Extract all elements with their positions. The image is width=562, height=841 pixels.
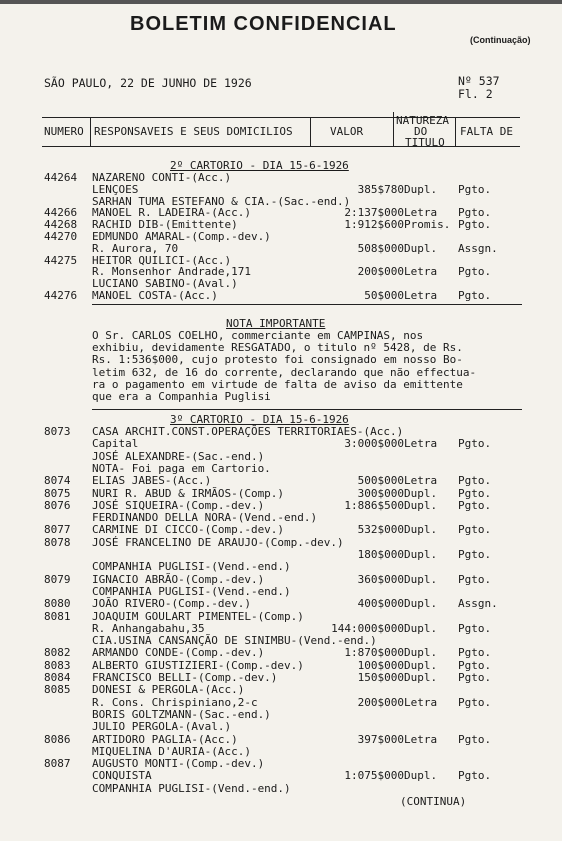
row-natureza: Letra: [404, 732, 438, 746]
table-row: [0, 746, 562, 758]
row-number: 8085: [44, 683, 71, 697]
table-row: [0, 709, 562, 721]
table-row: [0, 721, 562, 733]
table-row: [0, 647, 562, 659]
row-name: ALBERTO GIUSTIZIERI-(Comp.-dev.): [92, 658, 304, 672]
row-value: 508$000: [357, 241, 404, 255]
row-name: CONQUISTA: [92, 769, 152, 783]
row-natureza: Letra: [404, 289, 438, 302]
row-value: 360$000: [357, 572, 404, 586]
row-name: JOÃO RIVERO-(Comp.-dev.): [92, 597, 251, 611]
row-name: NAZARENO CONTI-(Acc.): [92, 171, 232, 184]
row-number: 8087: [44, 757, 71, 771]
row-name: FRANCISCO BELLI-(Comp.-dev.): [92, 671, 278, 684]
row-value: 1:912$600: [344, 218, 404, 232]
row-name: CIA.USINA CANSANÇÃO DE SINIMBU-(Vend.-end.): [92, 634, 377, 648]
row-name: CASA ARCHIT.CONST.OPERAÇÕES TERRITORIAES-(Acc.): [92, 425, 404, 438]
row-natureza: Dupl.: [404, 486, 438, 500]
table-row: [0, 266, 562, 278]
row-natureza: Dupl.: [404, 671, 438, 684]
row-number: 8077: [44, 523, 71, 537]
row-falta: Assgn.: [458, 597, 498, 611]
note-title: NOTA IMPORTANTE: [226, 317, 326, 330]
row-name: EDMUNDO AMARAL-(Comp.-dev.): [92, 230, 271, 243]
row-number: 8074: [44, 474, 71, 488]
row-value: 500$000: [357, 474, 404, 488]
row-number: 8081: [44, 609, 71, 623]
row-number: 8084: [44, 671, 71, 684]
row-falta: Pgto.: [458, 486, 492, 500]
bulletin-number: Nº 537: [458, 74, 500, 88]
row-value: 300$000: [357, 486, 404, 500]
row-value: 3:000$000: [344, 437, 404, 451]
row-falta: Assgn.: [458, 241, 498, 255]
row-name: IGNACIO ABRÃO-(Comp.-dev.): [92, 572, 265, 586]
row-natureza: Dupl.: [404, 498, 438, 512]
row-number: 8073: [44, 425, 71, 438]
row-number: 44275: [44, 253, 78, 267]
row-value: 200$000: [357, 265, 404, 279]
table-row: [0, 184, 562, 196]
row-value: 50$000: [364, 289, 404, 302]
row-natureza: Letra: [404, 474, 438, 488]
row-name: R. Aurora, 70: [92, 241, 179, 255]
table-row: [0, 561, 562, 573]
col-divider-4: [455, 117, 456, 147]
row-name: JOSÉ FRANCELINO DE ARAUJO-(Comp.-dev.): [92, 535, 344, 549]
row-value: 180$000: [357, 548, 404, 561]
row-name: MANOEL COSTA-(Acc.): [92, 289, 218, 302]
row-number: 44276: [44, 289, 78, 302]
row-natureza: Letra: [404, 695, 438, 709]
table-row: [0, 243, 562, 255]
row-natureza: Dupl.: [404, 658, 438, 672]
table-row: [0, 488, 562, 500]
row-falta: Pgto.: [458, 218, 492, 232]
row-value: 385$780: [357, 182, 404, 196]
col-header-natureza: NATUREZA: [396, 114, 449, 127]
row-natureza: Dupl.: [404, 597, 438, 611]
row-name: COMPANHIA PUGLISI-(Vend.-end.): [92, 584, 291, 598]
row-name: ARMANDO CONDE-(Comp.-dev.): [92, 646, 265, 660]
row-falta: Pgto.: [458, 658, 492, 672]
table-row: [0, 598, 562, 610]
row-name: HEITOR QUILICI-(Acc.): [92, 253, 232, 267]
col-header-falta: FALTA DE: [460, 125, 513, 138]
col-header-natureza-do: DO: [414, 125, 428, 138]
row-number: 8079: [44, 572, 71, 586]
row-natureza: Dupl.: [404, 621, 438, 635]
section2-title: 3º CARTORIO - DIA 15-6-1926: [170, 413, 349, 426]
row-name: R. Cons. Chrispiniano,2-c: [92, 695, 258, 709]
note-line: letim 632, de 16 do corrente, declarando que não effectua-: [92, 365, 477, 379]
row-number: 8082: [44, 646, 71, 660]
note-line: O Sr. CARLOS COELHO, commerciante em CAMPINAS, nos: [92, 329, 424, 342]
table-row: [0, 623, 562, 635]
row-natureza: Promis.: [404, 218, 451, 232]
row-name: LUCIANO SABINO-(Aval.): [92, 277, 238, 291]
row-falta: Pgto.: [458, 498, 492, 512]
table-row: [0, 438, 562, 450]
table-row: [0, 475, 562, 487]
row-falta: Pgto.: [458, 572, 492, 586]
col-header-numero: NUMERO: [44, 125, 84, 138]
row-name: JOSÉ SIQUEIRA-(Comp.-dev.): [92, 498, 265, 512]
table-row: [0, 500, 562, 512]
row-falta: Pgto.: [458, 621, 492, 635]
row-falta: Pgto.: [458, 265, 492, 279]
row-falta: Pgto.: [458, 289, 492, 302]
table-row: [0, 783, 562, 795]
table-row: [0, 672, 562, 684]
row-number: 8083: [44, 658, 71, 672]
row-name: AUGUSTO MONTI-(Comp.-dev.): [92, 757, 265, 771]
row-natureza: Dupl.: [404, 769, 438, 783]
row-name: CARMINE DI CICCO-(Comp.-dev.): [92, 523, 285, 537]
row-name: ARTIDORO PAGLIA-(Acc.): [92, 732, 238, 746]
row-natureza: Dupl.: [404, 241, 438, 255]
table-row: [0, 770, 562, 782]
row-falta: Pgto.: [458, 206, 492, 220]
table-row: [0, 697, 562, 709]
table-row: [0, 463, 562, 475]
table-row: [0, 574, 562, 586]
table-row: [0, 451, 562, 463]
row-name: RACHID DIB-(Emittente): [92, 218, 238, 232]
row-name: BORIS GOLTZMANN-(Sac.-end.): [92, 707, 271, 721]
row-name: JULIO PERGOLA-(Aval.): [92, 720, 232, 734]
row-falta: Pgto.: [458, 695, 492, 709]
row-name: MANOEL R. LADEIRA-(Acc.): [92, 206, 251, 220]
row-number: 8075: [44, 486, 71, 500]
header-bottom-rule: [42, 146, 520, 147]
row-name: COMPANHIA PUGLISI-(Vend.-end.): [92, 781, 291, 795]
row-number: 8080: [44, 597, 71, 611]
row-natureza: Letra: [404, 206, 438, 220]
table-row: [0, 426, 562, 438]
row-natureza: Letra: [404, 437, 438, 451]
row-value: 150$000: [357, 671, 404, 684]
row-falta: Pgto.: [458, 732, 492, 746]
row-name: NURI R. ABUD & IRMÃOS-(Comp.): [92, 486, 285, 500]
row-name: DONESI & PERGOLA-(Acc.): [92, 683, 245, 697]
section1-end-rule: [92, 304, 522, 305]
row-natureza: Dupl.: [404, 182, 438, 196]
document-title: BOLETIM CONFIDENCIAL: [130, 13, 397, 35]
row-number: 8086: [44, 732, 71, 746]
top-scan-edge: [0, 0, 562, 4]
section2-top-rule: [92, 409, 522, 410]
row-falta: Pgto.: [458, 437, 492, 451]
table-row: [0, 512, 562, 524]
row-falta: Pgto.: [458, 671, 492, 684]
row-natureza: Dupl.: [404, 646, 438, 660]
row-natureza: Letra: [404, 265, 438, 279]
col-header-valor: VALOR: [330, 125, 364, 138]
row-name: Capital: [92, 437, 139, 451]
row-value: 1:886$500: [344, 498, 404, 512]
row-number: 44266: [44, 206, 78, 220]
table-row: [0, 635, 562, 647]
note-line: Rs. 1:536$000, cujo protesto foi consignado em nosso Bo-: [92, 353, 463, 367]
row-natureza: Dupl.: [404, 548, 438, 561]
table-row: [0, 684, 562, 696]
row-name: JOSÉ ALEXANDRE-(Sac.-end.): [92, 449, 265, 463]
table-row: [0, 611, 562, 623]
row-value: 144:000$000: [331, 621, 404, 635]
note-line: que era a Companhia Puglisi: [92, 390, 271, 403]
row-name: JOAQUIM GOULART PIMENTEL-(Comp.): [92, 609, 304, 623]
row-number: 44270: [44, 230, 78, 243]
row-falta: Pgto.: [458, 474, 492, 488]
section1-title: 2º CARTORIO - DIA 15-6-1926: [170, 159, 349, 172]
table-row: [0, 524, 562, 536]
col-divider-1: [90, 117, 91, 147]
row-value: 2:137$000: [344, 206, 404, 220]
row-value: 397$000: [357, 732, 404, 746]
row-falta: Pgto.: [458, 182, 492, 196]
note-line: exhibiu, devidamente RESGATADO, o titulo nº 5428, de Rs.: [92, 341, 463, 355]
sheet-number: Fl. 2: [458, 87, 493, 101]
row-name: FERDINANDO DELLA NORA-(Vend.-end.): [92, 511, 318, 525]
row-name: SARHAN TUMA ESTEFANO & CIA.-(Sac.-end.): [92, 194, 351, 208]
col-header-natureza-titulo: TITULO: [405, 136, 445, 149]
row-name: LENÇOES: [92, 182, 139, 196]
row-value: 532$000: [357, 523, 404, 537]
col-divider-2: [310, 117, 311, 147]
table-row: [0, 290, 562, 302]
table-row: [0, 537, 562, 549]
row-name: R. Monsenhor Andrade,171: [92, 265, 251, 279]
row-value: 400$000: [357, 597, 404, 611]
table-row: [0, 586, 562, 598]
row-falta: Pgto.: [458, 769, 492, 783]
table-row: [0, 219, 562, 231]
row-falta: Pgto.: [458, 646, 492, 660]
row-number: 44268: [44, 218, 78, 232]
row-number: 8078: [44, 535, 71, 549]
row-natureza: Dupl.: [404, 572, 438, 586]
row-number: 8076: [44, 498, 71, 512]
table-row: [0, 549, 562, 561]
col-divider-3: [393, 112, 394, 147]
row-name: COMPANHIA PUGLISI-(Vend.-end.): [92, 560, 291, 574]
table-row: [0, 660, 562, 672]
note-line: ra o pagamento em virtude de falta de aviso da emittente: [92, 377, 463, 391]
row-name: NOTA- Foi paga em Cartorio.: [92, 461, 271, 475]
continuation-label: (Continuação): [470, 35, 531, 45]
row-value: 1:870$000: [344, 646, 404, 660]
row-name: ELIAS JABES-(Acc.): [92, 474, 212, 488]
row-value: 200$000: [357, 695, 404, 709]
place-date: SÃO PAULO, 22 DE JUNHO DE 1926: [44, 76, 252, 90]
table-row: [0, 758, 562, 770]
row-falta: Pgto.: [458, 548, 492, 561]
table-row: [0, 734, 562, 746]
row-name: MIQUELINA D'AURIA-(Acc.): [92, 744, 251, 758]
row-falta: Pgto.: [458, 523, 492, 537]
continua-label: (CONTINUA): [400, 795, 467, 808]
row-value: 1:075$000: [344, 769, 404, 783]
row-value: 100$000: [357, 658, 404, 672]
row-natureza: Dupl.: [404, 523, 438, 537]
row-number: 44264: [44, 171, 78, 184]
row-name: R. Anhangabahu,35: [92, 621, 205, 635]
col-header-responsaveis: RESPONSAVEIS E SEUS DOMICILIOS: [94, 125, 293, 138]
